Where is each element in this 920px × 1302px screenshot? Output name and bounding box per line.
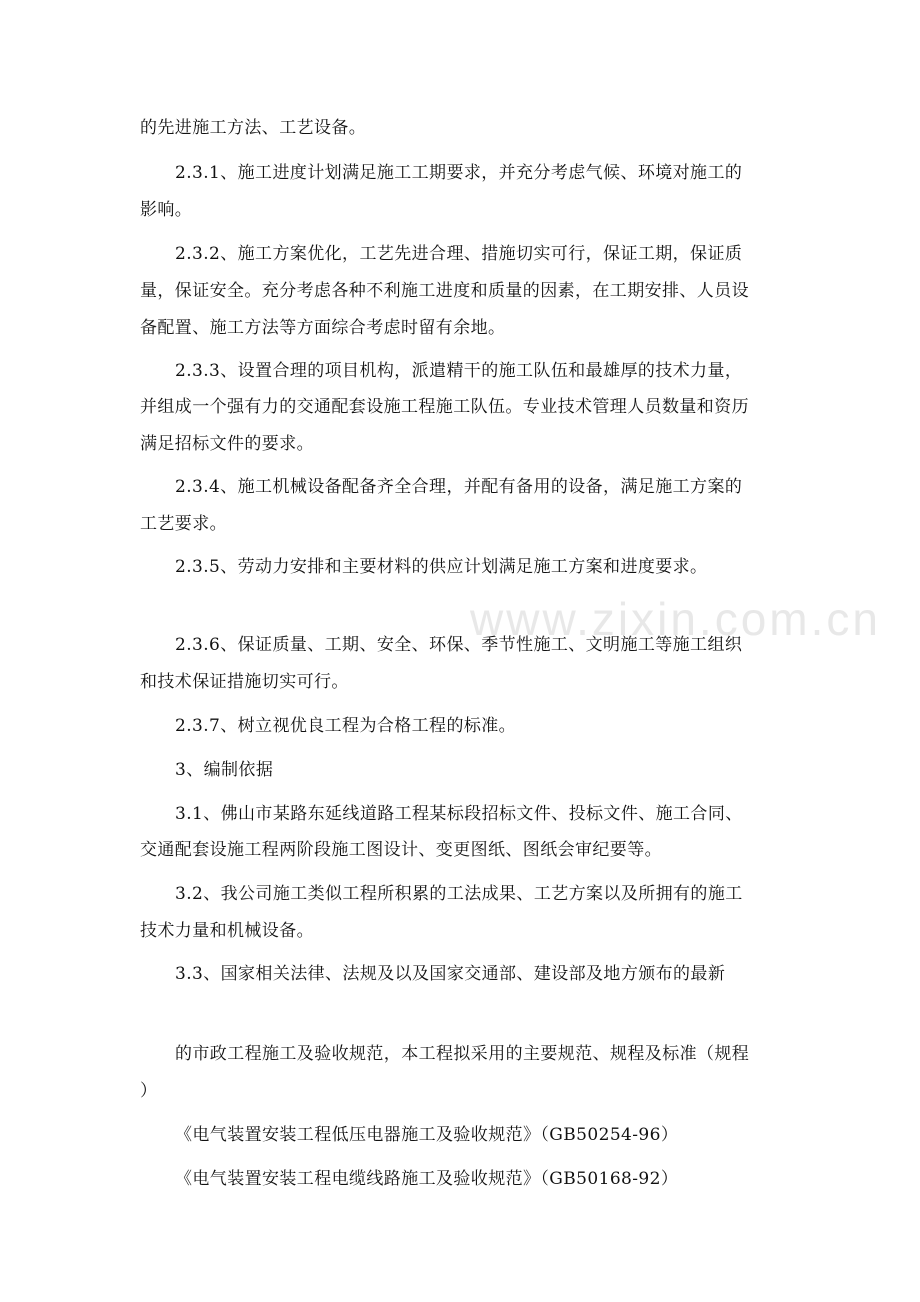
text-line: 2.3.4、施工机械设备配备齐全合理，并配有备用的设备，满足施工方案的 [175, 477, 743, 497]
text-line: 3.1、佛山市某路东延线道路工程某标段招标文件、投标文件、施工合同、 [175, 804, 743, 824]
standard-reference: 《电气装置安装工程电缆线路施工及验收规范》（GB50168-92） [175, 1169, 679, 1189]
text-line: 2.3.3、设置合理的项目机构，派遣精干的施工队伍和最雄厚的技术力量， [175, 361, 743, 381]
text-line: 2.3.7、树立视优良工程为合格工程的标准。 [175, 716, 517, 736]
text-line: 满足招标文件的要求。 [140, 434, 314, 454]
text-line: 3.3、国家相关法律、法规及以及国家交通部、建设部及地方颁布的最新 [175, 964, 726, 984]
text-line: 影响。 [140, 200, 193, 220]
text-line: 2.3.1、施工进度计划满足施工工期要求，并充分考虑气候、环境对施工的 [175, 163, 743, 183]
text-line: 并组成一个强有力的交通配套设施工程施工队伍。专业技术管理人员数量和资历 [140, 397, 749, 417]
text-line: 2.3.2、施工方案优化，工艺先进合理、措施切实可行，保证工期，保证质 [175, 244, 743, 264]
section-heading: 3、编制依据 [175, 760, 274, 780]
text-line: 的先进施工方法、工艺设备。 [140, 118, 367, 138]
standard-reference: 《电气装置安装工程低压电器施工及验收规范》（GB50254-96） [175, 1125, 679, 1145]
text-line: 交通配套设施工程两阶段施工图设计、变更图纸、图纸会审纪要等。 [140, 840, 662, 860]
watermark: www.zixin.com.cn [470, 593, 881, 645]
text-line: 的市政工程施工及验收规范，本工程拟采用的主要规范、规程及标准（规程 [175, 1044, 750, 1064]
text-line: 3.2、我公司施工类似工程所积累的工法成果、工艺方案以及所拥有的施工 [175, 884, 743, 904]
text-line: 和技术保证措施切实可行。 [140, 672, 349, 692]
text-line: ） [140, 1081, 158, 1101]
text-line: 技术力量和机械设备。 [140, 921, 314, 941]
text-line: 工艺要求。 [140, 514, 227, 534]
text-line: 2.3.5、劳动力安排和主要材料的供应计划满足施工方案和进度要求。 [175, 557, 708, 577]
text-line: 备配置、施工方法等方面综合考虑时留有余地。 [140, 318, 506, 338]
text-line: 2.3.6、保证质量、工期、安全、环保、季节性施工、文明施工等施工组织 [175, 635, 743, 655]
text-line: 量，保证安全。充分考虑各种不利施工进度和质量的因素，在工期安排、人员设 [140, 281, 749, 301]
